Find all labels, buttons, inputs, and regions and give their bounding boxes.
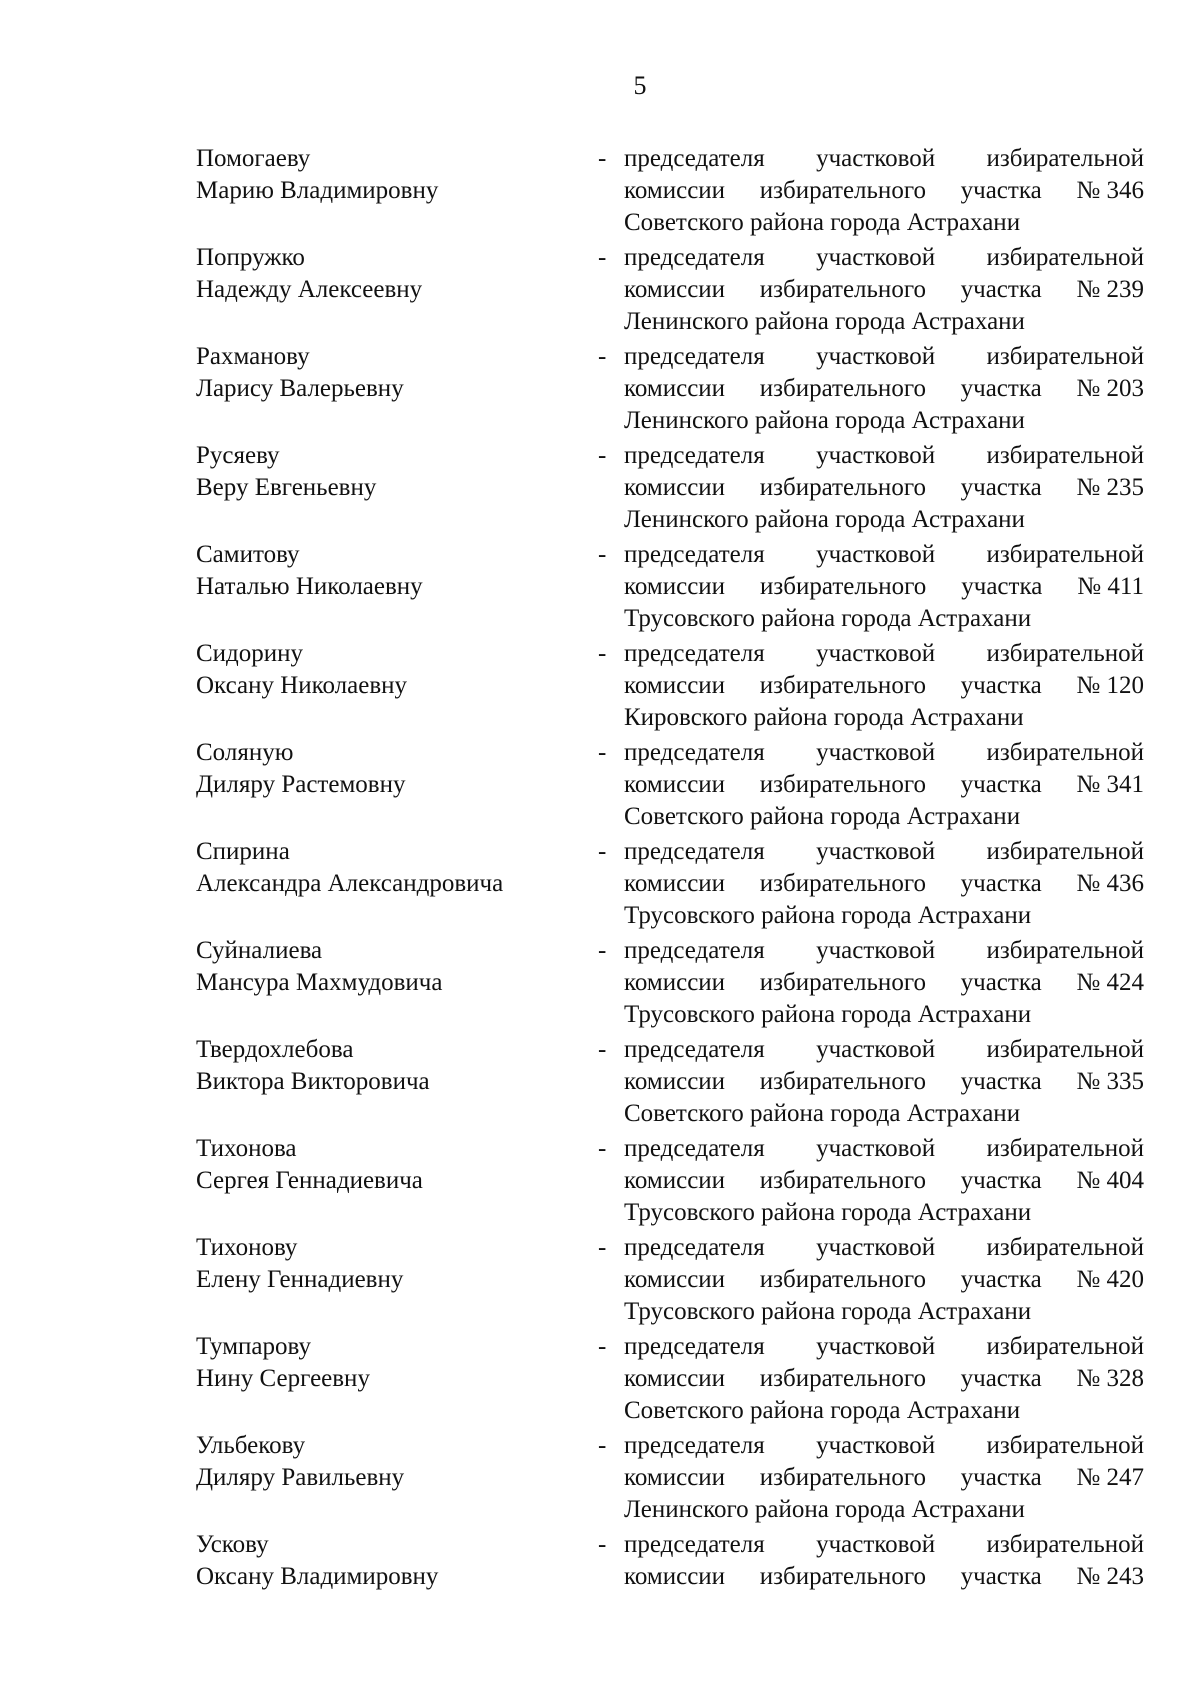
role-word: участка [960,1365,1042,1392]
surname: Твердохлебова [196,1036,354,1063]
role-word: комиссии [624,177,726,204]
role-line-2 [624,571,1144,603]
role-line-1 [624,1331,1144,1363]
appointment-entry [196,737,1146,836]
appointment-entry [196,1331,1146,1430]
role-word: избирательного [759,1068,926,1095]
role-word: комиссии [624,969,726,996]
role-word: комиссии [624,276,726,303]
person-name [196,1529,596,1628]
precinct-number: № 335 [1076,1068,1144,1095]
given-names: Ларису Валерьевну [196,375,404,402]
role-word: избирательной [986,343,1144,370]
role-word: участка [960,375,1042,402]
role-word: избирательного [759,276,926,303]
role-line-1 [624,143,1144,175]
role-word: участковой [816,145,936,172]
role-word: избирательного [759,672,926,699]
role-line-2 [624,1363,1144,1395]
role-line-1 [624,1529,1144,1561]
appointment-entry [196,143,1146,242]
appointment-entry [196,242,1146,341]
role-word: участка [960,1563,1042,1590]
role-line-1 [624,638,1144,670]
person-name [196,1133,596,1232]
surname: Спирина [196,838,290,865]
person-name [196,341,596,440]
given-names: Александра Александровича [196,870,504,897]
person-name [196,1430,596,1529]
role-word: комиссии [624,1365,726,1392]
appointment-entry [196,341,1146,440]
role-line-2 [624,769,1144,801]
district: Советского района города Астрахани [624,803,1021,830]
dash: - [598,1333,607,1360]
district: Трусовского района города Астрахани [624,1298,1032,1325]
given-names: Наталью Николаевну [196,573,423,600]
role-word: участковой [816,541,936,568]
district: Ленинского района города Астрахани [624,506,1025,533]
role-word: участковой [816,442,936,469]
district: Ленинского района города Астрахани [624,407,1025,434]
district: Советского района города Астрахани [624,209,1021,236]
appointment-entry [196,1529,1146,1628]
role-word: избирательного [759,1365,926,1392]
dash: - [598,739,607,766]
dash: - [598,343,607,370]
dash: - [598,145,607,172]
role-line-2 [624,373,1144,405]
role-word: избирательной [986,739,1144,766]
given-names: Надежду Алексеевну [196,276,423,303]
role-word: комиссии [624,1464,726,1491]
precinct-number: № 243 [1076,1563,1144,1590]
appointment-entry [196,1232,1146,1331]
role-description [624,1430,1144,1529]
role-word: участковой [816,1333,936,1360]
role-description [624,1133,1144,1232]
appointment-entry [196,836,1146,935]
role-line-1 [624,737,1144,769]
role-line-2 [624,868,1144,900]
role-word: избирательной [986,1432,1144,1459]
given-names: Оксану Владимировну [196,1563,439,1590]
surname: Самитову [196,541,300,568]
role-word: участковой [816,739,936,766]
role-word: участка [961,573,1043,600]
role-description [624,341,1144,440]
dash: - [598,442,607,469]
precinct-number: № 436 [1076,870,1144,897]
given-names: Диляру Равильевну [196,1464,405,1491]
appointment-entry [196,1133,1146,1232]
role-word: избирательной [986,838,1144,865]
role-word: участковой [816,244,936,271]
role-line-1 [624,1034,1144,1066]
appointment-list [196,143,1146,1628]
role-word: избирательного [760,573,927,600]
precinct-number: № 203 [1076,375,1144,402]
role-line-2 [624,1462,1144,1494]
appointment-entry [196,638,1146,737]
person-name [196,143,596,242]
role-word: участка [960,276,1042,303]
role-word: участковой [816,343,936,370]
role-description [624,1034,1144,1133]
role-word: председателя [624,838,765,865]
role-word: избирательного [759,1266,926,1293]
role-word: председателя [624,1036,765,1063]
role-word: участковой [816,838,936,865]
role-description [624,1529,1144,1628]
role-word: избирательного [759,474,926,501]
dash: - [598,838,607,865]
page-number: 5 [633,71,647,100]
district: Трусовского района города Астрахани [624,1199,1032,1226]
role-word: председателя [624,1135,765,1162]
role-word: избирательной [986,1036,1144,1063]
precinct-number: № 239 [1076,276,1144,303]
person-name [196,836,596,935]
surname: Суйналиева [196,937,323,964]
role-word: комиссии [624,375,726,402]
role-line-2 [624,274,1144,306]
role-description [624,638,1144,737]
role-word: участковой [816,640,936,667]
role-description [624,242,1144,341]
role-word: комиссии [624,1068,726,1095]
role-line-2 [624,1066,1144,1098]
precinct-number: № 235 [1076,474,1144,501]
person-name [196,935,596,1034]
role-word: избирательной [986,1135,1144,1162]
role-line-1 [624,1133,1144,1165]
role-word: комиссии [624,573,726,600]
dash: - [598,1135,607,1162]
appointment-entry [196,1034,1146,1133]
dash: - [598,1036,607,1063]
role-word: избирательной [986,244,1144,271]
precinct-number: № 328 [1076,1365,1144,1392]
person-name [196,539,596,638]
role-word: председателя [624,1333,765,1360]
precinct-number: № 120 [1076,672,1144,699]
role-word: участка [960,1167,1042,1194]
precinct-number: № 411 [1077,573,1144,600]
surname: Русяеву [196,442,280,469]
role-word: участковой [816,1036,936,1063]
role-word: председателя [624,640,765,667]
dash: - [598,937,607,964]
role-word: участковой [816,1135,936,1162]
role-description [624,1331,1144,1430]
role-line-1 [624,1430,1144,1462]
appointment-entry [196,539,1146,638]
role-word: участка [960,1266,1042,1293]
role-line-2 [624,472,1144,504]
surname: Попружко [196,244,305,271]
precinct-number: № 420 [1076,1266,1144,1293]
role-word: избирательного [759,969,926,996]
dash: - [598,1531,607,1558]
role-word: председателя [624,937,765,964]
given-names: Марию Владимировну [196,177,439,204]
role-word: участка [960,1068,1042,1095]
role-word: председателя [624,739,765,766]
role-word: участка [960,969,1042,996]
role-word: избирательной [986,640,1144,667]
role-word: председателя [624,244,765,271]
role-word: избирательной [986,1333,1144,1360]
role-description [624,1232,1144,1331]
role-line-2 [624,175,1144,207]
role-word: председателя [624,1432,765,1459]
role-word: председателя [624,442,765,469]
precinct-number: № 346 [1076,177,1144,204]
district: Ленинского района города Астрахани [624,308,1025,335]
role-word: избирательного [759,177,926,204]
dash: - [598,244,607,271]
role-line-1 [624,341,1144,373]
appointment-entry [196,1430,1146,1529]
surname: Тумпарову [196,1333,311,1360]
role-word: избирательной [986,1234,1144,1261]
person-name [196,1331,596,1430]
given-names: Оксану Николаевну [196,672,408,699]
district: Трусовского района города Астрахани [624,902,1032,929]
surname: Соляную [196,739,294,766]
district: Советского района города Астрахани [624,1100,1021,1127]
role-word: участка [960,870,1042,897]
role-word: избирательной [986,541,1144,568]
role-word: участка [960,177,1042,204]
role-word: председателя [624,1234,765,1261]
role-word: комиссии [624,771,726,798]
role-line-1 [624,1232,1144,1264]
dash: - [598,640,607,667]
surname: Помогаеву [196,145,311,172]
role-line-1 [624,539,1144,571]
role-word: комиссии [624,474,726,501]
role-word: избирательной [986,937,1144,964]
district: Советского района города Астрахани [624,1397,1021,1424]
surname: Ускову [196,1531,269,1558]
role-word: председателя [624,343,765,370]
given-names: Сергея Геннадиевича [196,1167,423,1194]
role-word: комиссии [624,1563,726,1590]
role-word: комиссии [624,1266,726,1293]
appointment-entry [196,440,1146,539]
role-word: участковой [816,937,936,964]
dash: - [598,1432,607,1459]
precinct-number: № 424 [1076,969,1144,996]
given-names: Веру Евгеньевну [196,474,377,501]
dash: - [598,541,607,568]
precinct-number: № 341 [1076,771,1144,798]
district: Кировского района города Астрахани [624,704,1024,731]
role-description [624,539,1144,638]
person-name [196,638,596,737]
role-word: участка [960,672,1042,699]
role-word: участка [960,771,1042,798]
role-word: участковой [816,1531,936,1558]
person-name [196,737,596,836]
person-name [196,1034,596,1133]
role-word: комиссии [624,1167,726,1194]
surname: Сидорину [196,640,304,667]
role-word: председателя [624,145,765,172]
role-word: избирательного [759,771,926,798]
role-word: избирательной [986,145,1144,172]
given-names: Нину Сергеевну [196,1365,370,1392]
person-name [196,1232,596,1331]
role-word: участковой [816,1432,936,1459]
role-line-1 [624,935,1144,967]
role-word: избирательного [759,1464,926,1491]
person-name [196,440,596,539]
role-word: участка [960,1464,1042,1491]
role-description [624,836,1144,935]
role-word: избирательной [986,442,1144,469]
given-names: Мансура Махмудовича [196,969,443,996]
role-line-2 [624,670,1144,702]
role-word: комиссии [624,870,726,897]
role-line-2 [624,1264,1144,1296]
person-name [196,242,596,341]
surname: Рахманову [196,343,310,370]
role-word: комиссии [624,672,726,699]
district: Трусовского района города Астрахани [624,1001,1032,1028]
role-description [624,440,1144,539]
precinct-number: № 247 [1076,1464,1144,1491]
role-word: избирательного [759,1167,926,1194]
role-description [624,143,1144,242]
district: Трусовского района города Астрахани [624,605,1032,632]
role-line-2 [624,967,1144,999]
appointment-entry [196,935,1146,1034]
role-word: председателя [624,541,765,568]
role-description [624,935,1144,1034]
precinct-number: № 404 [1076,1167,1144,1194]
role-word: председателя [624,1531,765,1558]
given-names: Виктора Викторовича [196,1068,430,1095]
dash: - [598,1234,607,1261]
role-line-1 [624,440,1144,472]
role-line-1 [624,836,1144,868]
given-names: Диляру Растемовну [196,771,406,798]
role-line-2 [624,1561,1144,1593]
role-word: избирательной [986,1531,1144,1558]
district: Ленинского района города Астрахани [624,1496,1025,1523]
surname: Ульбекову [196,1432,306,1459]
role-word: избирательного [759,375,926,402]
role-word: избирательного [759,1563,926,1590]
role-line-2 [624,1165,1144,1197]
role-description [624,737,1144,836]
surname: Тихонову [196,1234,298,1261]
role-word: участка [960,474,1042,501]
surname: Тихонова [196,1135,297,1162]
role-word: участковой [816,1234,936,1261]
given-names: Елену Геннадиевну [196,1266,404,1293]
role-word: избирательного [759,870,926,897]
role-line-1 [624,242,1144,274]
